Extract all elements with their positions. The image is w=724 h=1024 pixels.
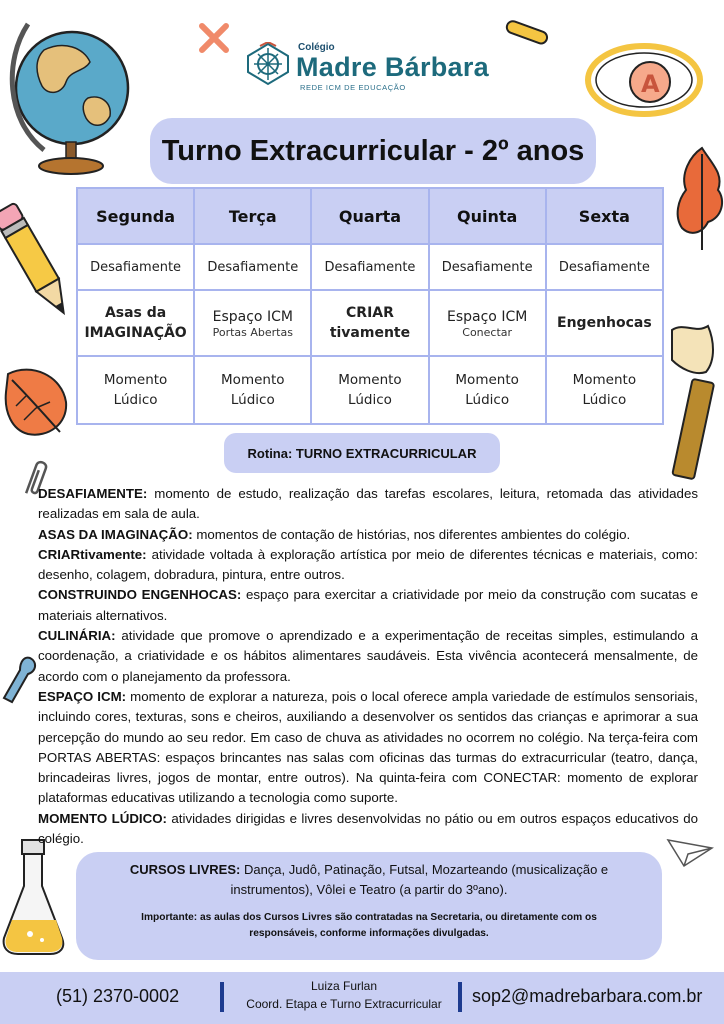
term: ASAS DA IMAGINAÇÃO: [38, 526, 193, 542]
cell-line: tivamente [329, 325, 411, 341]
cell-line: Momento [221, 372, 285, 388]
cell-line: Engenhocas [557, 315, 652, 331]
important-line: Importante: as aulas dos Cursos Livres são contratadas na Secretaria, ou diretamente com os [141, 912, 597, 923]
cell-line: Espaço ICM [447, 308, 528, 325]
description: momentos de contação de histórias, nos diferentes ambientes do colégio. [192, 526, 631, 542]
table-row [77, 290, 663, 356]
table-row [77, 356, 663, 424]
courses-line-1 [100, 860, 638, 880]
title-banner [150, 118, 596, 184]
cell-line: Momento [572, 372, 637, 388]
logo-school-name: Madre Bárbara [296, 52, 489, 82]
coordinator-name: Luiza Furlan [310, 979, 378, 993]
table-cell: Desafiamente [311, 244, 428, 290]
table-cell [429, 290, 546, 356]
term: CULINÁRIA: [38, 628, 116, 644]
table-cell [546, 290, 663, 356]
description: atividade que promove o aprendizado e a experimentação de receitas simples, estimulando a coordenação, a criatividade e os hábitos alimentares saudáveis. Esta vivência acontecerá mensalmente, de acordo com o planejamento da professora. [38, 628, 698, 684]
divider [220, 982, 224, 1012]
description: momento de estudo, realização das tarefas escolares, leitura, retomada das atividades realizadas em sala de aula. [38, 486, 698, 522]
school-logo [246, 36, 496, 94]
paragraph-desafiamente [38, 484, 698, 525]
weekly-schedule-table [76, 187, 664, 425]
term: ESPAÇO ICM: [38, 688, 127, 704]
cell-subline: Conectar [462, 325, 513, 339]
autumn-leaf-icon [2, 362, 72, 442]
courses-text: Dança, Judô, Patinação, Futsal, Mozarteando (musicalização e [240, 862, 609, 877]
header-sexta: Sexta [546, 188, 663, 244]
globe-icon [4, 10, 134, 180]
description: atividades dirigidas e livres desenvolvidas no pátio ou em outros espaços educativos do colégio. [38, 810, 699, 847]
important-note [100, 910, 638, 942]
table-cell: Desafiamente [194, 244, 311, 290]
letter-a-sticker-icon [504, 20, 714, 130]
logo-network-label: REDE ICM DE EDUCAÇÃO [300, 83, 406, 92]
table-cell [77, 290, 194, 356]
cell-line: Momento [338, 372, 402, 388]
paragraph-momento-ludico [38, 809, 698, 850]
routine-label: Rotina: TURNO EXTRACURRICULAR [224, 433, 500, 473]
important-line: responsáveis, conforme informações divulgadas. [249, 928, 489, 939]
free-courses-box [76, 852, 662, 960]
table-cell [77, 356, 194, 424]
header-quinta: Quinta [429, 188, 546, 244]
courses-label: CURSOS LIVRES: [129, 862, 241, 877]
pencil-icon [0, 198, 72, 328]
contact-footer [0, 972, 724, 1024]
table-row [77, 244, 663, 290]
header-terca: Terça [194, 188, 311, 244]
activity-descriptions [38, 484, 698, 849]
table-header-row [77, 188, 663, 244]
paragraph-asas [38, 525, 698, 545]
cell-line: Momento [103, 372, 168, 388]
logo-emblem-icon [246, 42, 290, 86]
paragraph-culinaria [38, 626, 698, 687]
paragraph-criartivamente [38, 545, 698, 586]
cell-line: Lúdico [465, 392, 510, 408]
crayon-icon [666, 320, 724, 490]
header-segunda: Segunda [77, 188, 194, 244]
divider [458, 982, 462, 1012]
cell-line: Lúdico [348, 392, 392, 408]
description: momento de explorar a natureza, pois o local oferece ampla variedade de estímulos sensoriais, incluindo cores, texturas, sons e cheiros, auxiliando a desenvolver os sentidos das crianças e aprimorar a sua percepção do mundo ao seu redor. Em caso de chuva as atividades no ocorrem no colégio. Na terça-feira com PORTAS ABERTAS: espaços brincantes nas salas com oficinas das turmas do extracurricular (teatro, dança, brincadeiras livres, jogos de montar, entre outros). Na quinta-feira com CONECTAR: momento de explorar plataformas educativas utilizando a tecnologia como suporte. [38, 688, 698, 806]
term: MOMENTO LÚDICO: [38, 810, 167, 826]
term: DESAFIAMENTE: [38, 486, 148, 501]
header-quarta: Quarta [311, 188, 428, 244]
email-link[interactable]: sop2@madrebarbara.com.br [472, 986, 703, 1006]
table-cell [194, 356, 311, 424]
courses-line-2: instrumentos), Vôlei e Teatro (a partir do 3ºano). [230, 882, 508, 897]
table-cell [311, 290, 428, 356]
cell-line: Espaço ICM [212, 308, 293, 325]
phone-number[interactable]: (51) 2370-0002 [56, 986, 180, 1006]
paragraph-engenhocas [38, 585, 698, 626]
table-cell: Desafiamente [429, 244, 546, 290]
page-title: Turno Extracurricular - 2º anos [161, 134, 585, 167]
table-cell [194, 290, 311, 356]
description: espaço para exercitar a criatividade por meio da construção com sucatas e materiais alternativos. [38, 587, 698, 623]
svg-text:A: A [641, 70, 660, 98]
paint-brush-icon [0, 654, 40, 710]
cell-line: Momento [455, 372, 519, 388]
flask-icon [0, 838, 70, 956]
cell-line: Asas da [104, 305, 167, 321]
term: CONSTRUINDO ENGENHOCAS: [38, 587, 242, 603]
table-cell: Desafiamente [546, 244, 663, 290]
coordinator [232, 977, 456, 1013]
cell-line: CRIAR [346, 305, 394, 321]
cell-line: Lúdico [582, 392, 627, 408]
term: CRIARtivamente: [38, 546, 147, 562]
table-cell [311, 356, 428, 424]
table-cell [429, 356, 546, 424]
description: atividade voltada à exploração artística por meio de diferentes técnicas e materiais, como: desenho, colagem, dobradura, pintura, entre outros. [38, 546, 698, 583]
cell-line: IMAGINAÇÃO [84, 325, 187, 341]
cell-subline: Portas Abertas [212, 325, 293, 339]
table-cell [546, 356, 663, 424]
paragraph-espaco-icm [38, 687, 698, 809]
coordinator-role: Coord. Etapa e Turno Extracurricular [246, 997, 442, 1011]
logo-colegio-label: Colégio [298, 42, 335, 53]
cell-line: Lúdico [230, 392, 275, 408]
table-cell: Desafiamente [77, 244, 194, 290]
cell-line: Lúdico [113, 392, 158, 408]
autumn-leaf-icon [672, 144, 724, 254]
cross-sticker-icon [196, 20, 232, 56]
